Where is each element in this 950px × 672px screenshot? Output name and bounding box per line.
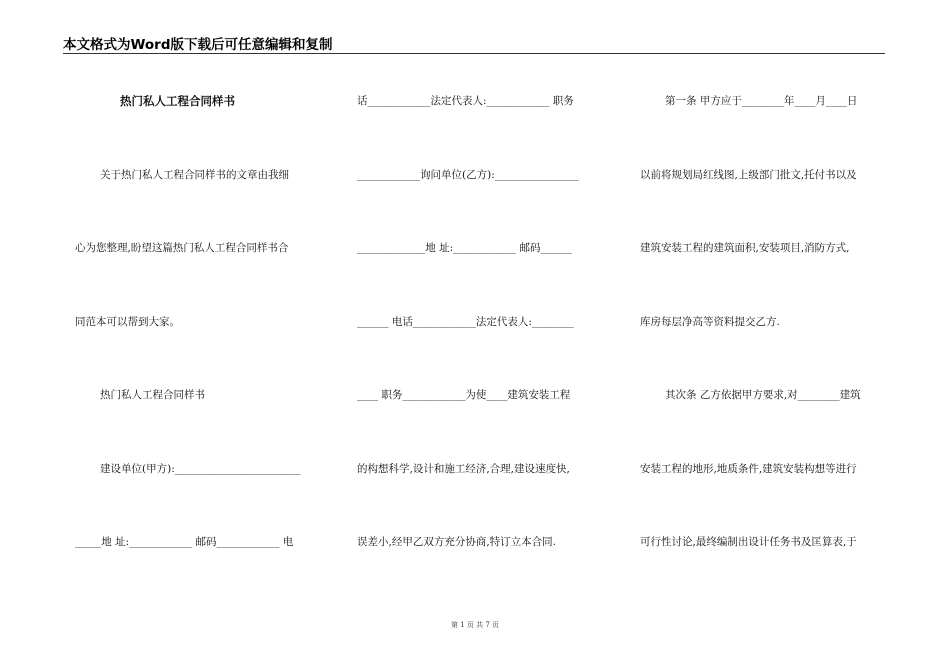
column-line: 关于热门私人工程合同样书的文章由我细 <box>100 168 289 181</box>
column-line: 误差小,经甲乙双方充分协商,特订立本合同. <box>357 536 557 548</box>
header-rule <box>63 53 885 54</box>
column-line: 同范本可以帮到大家。 <box>75 315 180 328</box>
column-line: 其次条 乙方依据甲方要求,对________建筑 <box>665 389 861 401</box>
column-line: 建筑安装工程的建筑面积,安装项目,消防方式, <box>640 242 850 254</box>
document-title: 热门私人工程合同样书 <box>120 94 235 108</box>
column-line: 库房每层净高等资料提交乙方. <box>640 315 780 328</box>
column-line: 第一条 甲方应于________年____月____日 <box>665 95 858 107</box>
column-line: _____________地 址:____________ 邮码______ <box>357 242 572 254</box>
column-line: ______ 电话____________法定代表人:________ <box>357 315 574 328</box>
page-footer: 第 1 页 共 7 页 <box>450 621 500 629</box>
column-line: 的构想科学,设计和施工经济,合理,建设速度快, <box>357 462 570 475</box>
column-line: ____________询问单位(乙方):________________ <box>357 168 579 181</box>
column-line: 以前将规划局红线图,上级部门批文,托付书以及 <box>640 168 857 181</box>
column-line: 话____________法定代表人:____________ 职务 <box>357 95 574 107</box>
column-line: 心为您整理,盼望这篇热门私人工程合同样书合 <box>75 242 289 254</box>
column-line: 建设单位(甲方):________________________ <box>100 462 301 475</box>
column-line: ____ 职务____________为使____建筑安装工程 <box>357 389 571 401</box>
column-line: 安装工程的地形,地质条件,建筑安装构想等进行 <box>640 462 857 475</box>
column-line: 可行性讨论,最终编制出设计任务书及匡算表,于 <box>640 536 857 548</box>
document-header: 本文格式为Word版下载后可任意编辑和复制 <box>63 37 333 53</box>
column-line: _____地 址:____________ 邮码____________ 电 <box>75 536 294 548</box>
column-line: 热门私人工程合同样书 <box>100 389 205 401</box>
